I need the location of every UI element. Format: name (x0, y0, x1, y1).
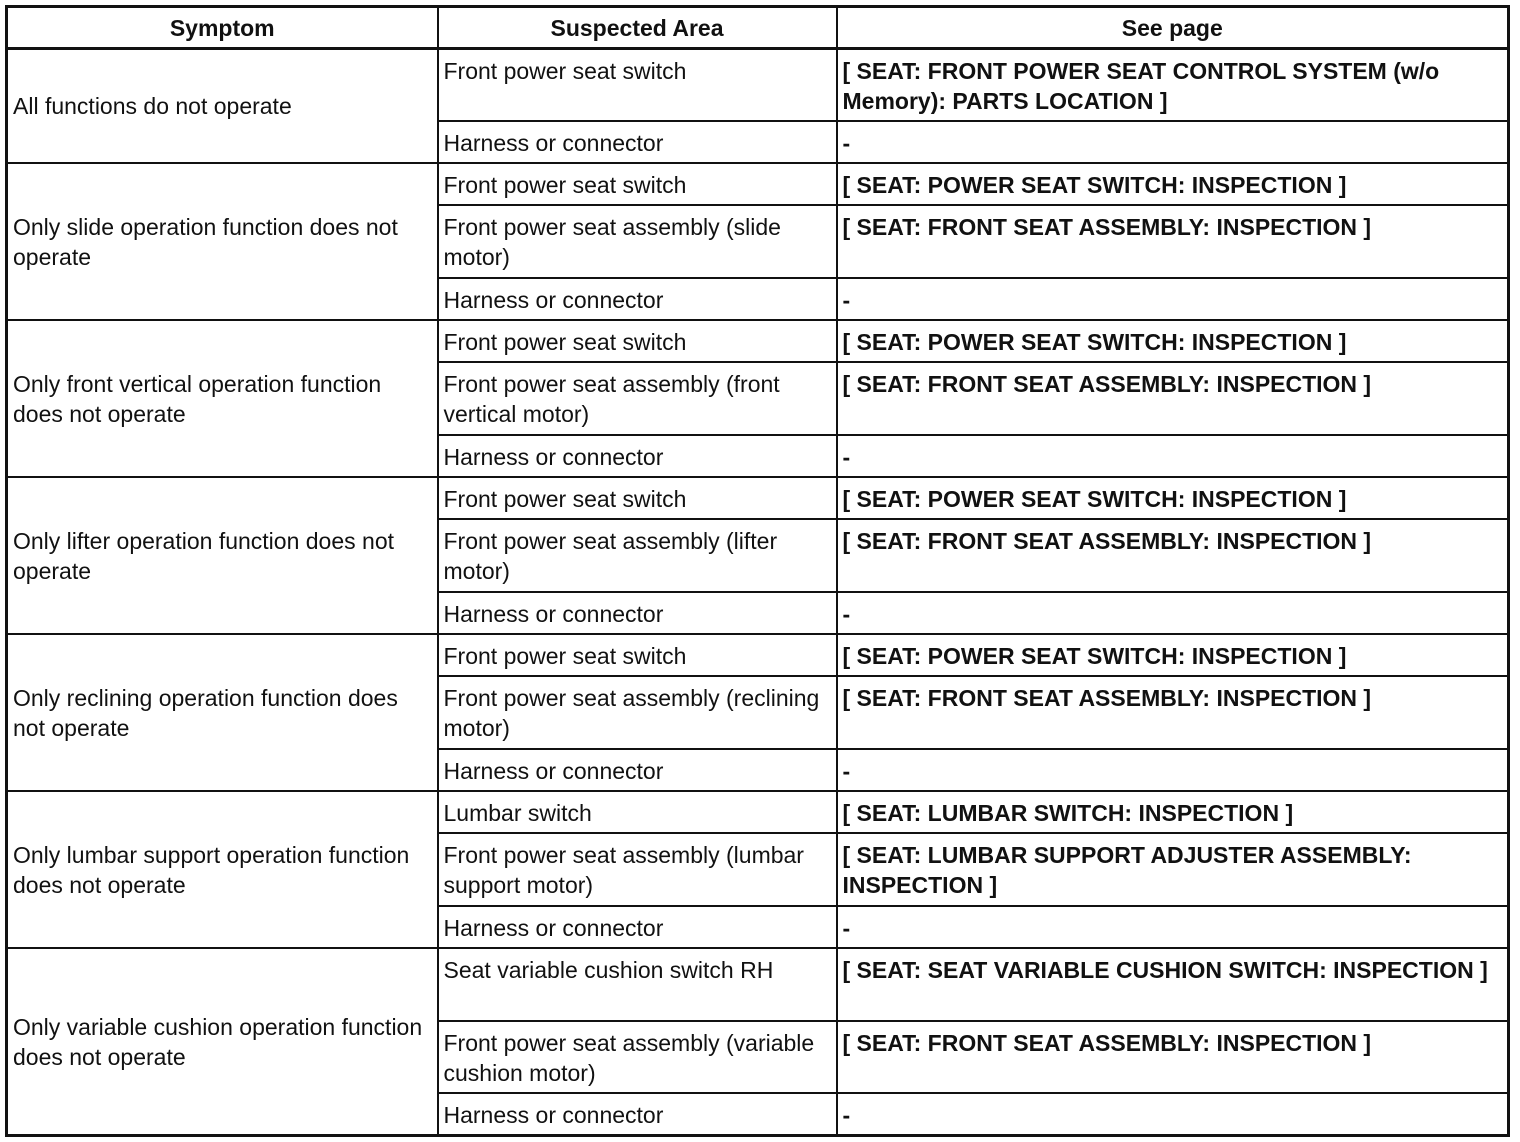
see-page-cell: - (837, 749, 1509, 791)
table-row (7, 49, 1509, 121)
table-row (7, 634, 1509, 676)
symptom-cell: All functions do not operate (7, 49, 438, 164)
symptom-table (5, 5, 1510, 1137)
suspected-area-cell: Front power seat switch (438, 634, 837, 676)
table-row (7, 948, 1509, 1020)
see-page-link[interactable]: [ SEAT: FRONT SEAT ASSEMBLY: INSPECTION ] (837, 1021, 1509, 1093)
suspected-area-cell: Front power seat switch (438, 163, 837, 205)
suspected-area-cell: Front power seat assembly (slide motor) (438, 205, 837, 277)
see-page-link[interactable]: [ SEAT: POWER SEAT SWITCH: INSPECTION ] (837, 477, 1509, 519)
header-row (7, 7, 1509, 49)
table-row (7, 791, 1509, 833)
suspected-area-cell: Front power seat assembly (variable cushion motor) (438, 1021, 837, 1093)
suspected-area-cell: Front power seat switch (438, 477, 837, 519)
symptom-cell: Only reclining operation function does not operate (7, 634, 438, 791)
symptom-cell: Only variable cushion operation function does not operate (7, 948, 438, 1135)
suspected-area-cell: Harness or connector (438, 1093, 837, 1135)
see-page-link[interactable]: [ SEAT: POWER SEAT SWITCH: INSPECTION ] (837, 634, 1509, 676)
see-page-cell: - (837, 121, 1509, 163)
suspected-area-cell: Harness or connector (438, 278, 837, 320)
see-page-cell: - (837, 435, 1509, 477)
see-page-cell: - (837, 278, 1509, 320)
see-page-link[interactable]: [ SEAT: FRONT SEAT ASSEMBLY: INSPECTION ] (837, 676, 1509, 748)
header-suspected-area: Suspected Area (438, 7, 837, 49)
see-page-link[interactable]: [ SEAT: SEAT VARIABLE CUSHION SWITCH: INSPECTION ] (837, 948, 1509, 1020)
see-page-link[interactable]: [ SEAT: LUMBAR SUPPORT ADJUSTER ASSEMBLY: INSPECTION ] (837, 833, 1509, 905)
symptom-cell: Only lifter operation function does not operate (7, 477, 438, 634)
suspected-area-cell: Front power seat switch (438, 320, 837, 362)
symptom-cell: Only slide operation function does not operate (7, 163, 438, 320)
suspected-area-cell: Harness or connector (438, 592, 837, 634)
suspected-area-cell: Front power seat assembly (lumbar support motor) (438, 833, 837, 905)
see-page-link[interactable]: [ SEAT: POWER SEAT SWITCH: INSPECTION ] (837, 163, 1509, 205)
see-page-link[interactable]: [ SEAT: FRONT SEAT ASSEMBLY: INSPECTION ] (837, 205, 1509, 277)
see-page-link[interactable]: [ SEAT: FRONT POWER SEAT CONTROL SYSTEM (w/o Memory): PARTS LOCATION ] (837, 49, 1509, 121)
see-page-cell: - (837, 592, 1509, 634)
table-row (7, 163, 1509, 205)
suspected-area-cell: Harness or connector (438, 435, 837, 477)
see-page-link[interactable]: [ SEAT: FRONT SEAT ASSEMBLY: INSPECTION ] (837, 362, 1509, 434)
suspected-area-cell: Lumbar switch (438, 791, 837, 833)
suspected-area-cell: Front power seat assembly (reclining motor) (438, 676, 837, 748)
see-page-link[interactable]: [ SEAT: POWER SEAT SWITCH: INSPECTION ] (837, 320, 1509, 362)
symptom-cell: Only front vertical operation function does not operate (7, 320, 438, 477)
table-row (7, 320, 1509, 362)
table-row (7, 477, 1509, 519)
header-see-page: See page (837, 7, 1509, 49)
header-symptom: Symptom (7, 7, 438, 49)
see-page-link[interactable]: [ SEAT: LUMBAR SWITCH: INSPECTION ] (837, 791, 1509, 833)
suspected-area-cell: Harness or connector (438, 121, 837, 163)
symptom-cell: Only lumbar support operation function does not operate (7, 791, 438, 948)
see-page-cell: - (837, 906, 1509, 948)
suspected-area-cell: Harness or connector (438, 749, 837, 791)
suspected-area-cell: Harness or connector (438, 906, 837, 948)
see-page-link[interactable]: [ SEAT: FRONT SEAT ASSEMBLY: INSPECTION ] (837, 519, 1509, 591)
suspected-area-cell: Front power seat assembly (lifter motor) (438, 519, 837, 591)
see-page-cell: - (837, 1093, 1509, 1135)
suspected-area-cell: Front power seat assembly (front vertical motor) (438, 362, 837, 434)
suspected-area-cell: Seat variable cushion switch RH (438, 948, 837, 1020)
suspected-area-cell: Front power seat switch (438, 49, 837, 121)
